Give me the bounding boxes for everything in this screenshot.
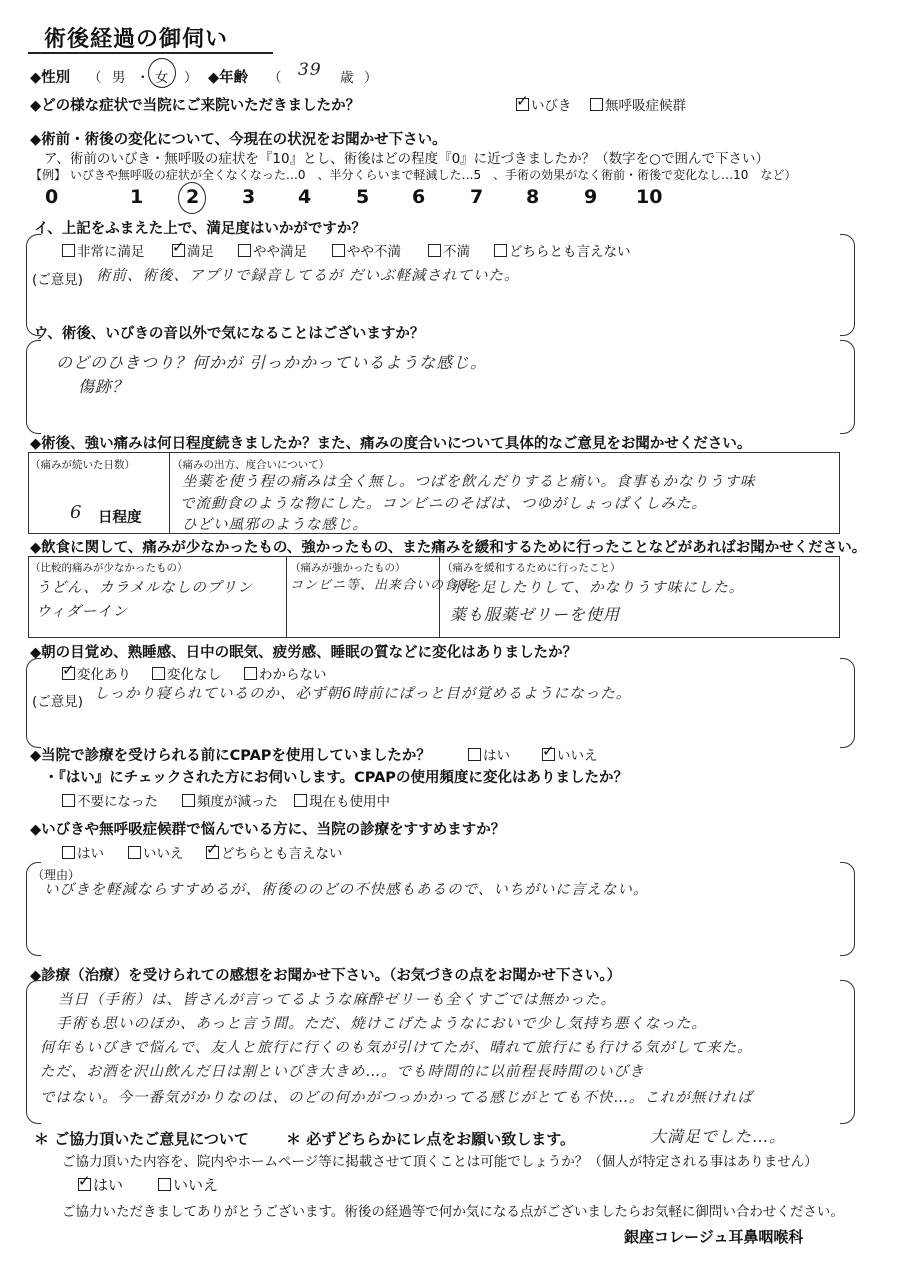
- bracket-right: [840, 658, 855, 748]
- food-strong-line1[interactable]: コンビニ等、出来合いの食事: [290, 578, 473, 593]
- recommend-reason-label: （理由）: [32, 868, 81, 882]
- checkbox-icon[interactable]: [182, 794, 195, 807]
- consent-option-yes[interactable]: ✓はい: [78, 1174, 123, 1195]
- bracket-left: [26, 340, 41, 434]
- consent-question: ご協力頂いた内容を、院内やホームページ等に掲載させて頂くことは可能でしょうか？（個人が特定される事はありません）: [62, 1154, 818, 1170]
- morning-option-unknown[interactable]: わからない: [244, 663, 327, 683]
- satisfaction-option-very[interactable]: 非常に満足: [62, 240, 145, 260]
- bracket-right: [840, 862, 855, 956]
- recommend-option-no[interactable]: いいえ: [128, 842, 184, 862]
- food-question: ◆飲食に関して、痛みが少なかったもの、強かったもの、また痛みを緩和するために行ったことなどがあればお聞かせください。: [30, 540, 867, 556]
- clinic-name: 銀座コレージュ耳鼻咽喉科: [624, 1228, 804, 1246]
- change-example: 【例】 いびきや無呼吸の症状が全くなくなった…0 、半分くらいまで軽減した…5 、手術の効果がなく術前・術後で変化なし…10 など）: [30, 168, 797, 182]
- checkbox-icon[interactable]: [128, 846, 141, 859]
- scale-2[interactable]: 2: [186, 186, 200, 208]
- recommend-reason[interactable]: いびきを軽減ならすすめるが、術後ののどの不快感もあるので、いちがいに言えない。: [44, 882, 649, 898]
- checkbox-checked-icon[interactable]: [206, 846, 219, 859]
- checkbox-icon[interactable]: [468, 748, 481, 761]
- consent-heading1: ＊ ご協力頂いたご意見について: [34, 1130, 249, 1148]
- cpap-option-yes[interactable]: はい: [468, 744, 510, 764]
- morning-question: ◆朝の目覚め、熟睡感、日中の眠気、疲労感、睡眠の質などに変化はありましたか？: [30, 645, 578, 661]
- thanks-text: ご協力いただきましてありがとうございます。術後の経過等で何か気になる点がございましたらお気軽に御問い合わせください。: [62, 1204, 844, 1220]
- checkbox-icon[interactable]: [62, 794, 75, 807]
- satisfaction-option-neither[interactable]: どちらとも言えない: [494, 240, 631, 260]
- food-relief-label: （痛みを緩和するために行ったこと）: [442, 562, 621, 574]
- cpap-followup: ・『はい』にチェックされた方にお伺いします。CPAPの使用頻度に変化はありましたか？: [44, 770, 628, 786]
- checkbox-checked-icon[interactable]: [78, 1178, 91, 1191]
- symptom-question: ◆どの様な症状で当院にご来院いただきましたか？: [30, 98, 361, 114]
- scale-5[interactable]: 5: [356, 186, 370, 208]
- pain-detail-line3[interactable]: ひどい風邪のような感じ。: [182, 517, 368, 533]
- checkbox-checked-icon[interactable]: [542, 748, 555, 761]
- checkbox-icon[interactable]: [494, 244, 507, 257]
- cpap-followup-option-reduced[interactable]: 頻度が減った: [182, 790, 278, 810]
- food-less-label: （比較的痛みが少なかったもの）: [30, 562, 188, 574]
- checkbox-icon[interactable]: [62, 846, 75, 859]
- morning-option-changed[interactable]: ✓変化あり: [62, 663, 131, 683]
- other-concern-question: ウ、術後、いびきの音以外で気になることはございますか？: [34, 326, 425, 342]
- scale-3[interactable]: 3: [242, 186, 256, 208]
- checkbox-icon[interactable]: [62, 244, 75, 257]
- cpap-question: ◆当院で診療を受けられる前にCPAPを使用していましたか？: [30, 748, 431, 764]
- food-strong-label: （痛みが強かったもの）: [290, 562, 406, 574]
- impression-question: ◆診療（治療）を受けられての感想をお聞かせ下さい。（お気づきの点をお聞かせ下さい。）: [30, 968, 622, 984]
- cpap-option-no[interactable]: ✓ いいえ: [542, 744, 598, 764]
- checkbox-icon[interactable]: [152, 667, 165, 680]
- checkbox-icon[interactable]: [294, 794, 307, 807]
- consent-option-no[interactable]: いいえ: [158, 1174, 218, 1195]
- change-sub-a: ア、術前のいびき・無呼吸の症状を『10』とし、術後はどの程度『0』に近づきましたか？（数字を○で囲んで下さい）: [44, 151, 769, 167]
- satisfaction-opinion-label: (ご意見): [32, 272, 84, 288]
- other-concern-line2[interactable]: 傷跡？: [78, 377, 130, 396]
- pain-question: ◆術後、強い痛みは何日程度続きましたか？また、痛みの度合いについて具体的なご意見をお聞かせください。: [30, 436, 752, 452]
- recommend-option-neither[interactable]: ✓ どちらとも言えない: [206, 842, 343, 862]
- gender-male[interactable]: 男: [112, 70, 126, 86]
- age-unit: 歳: [340, 70, 354, 86]
- morning-opinion-label: (ご意見): [32, 694, 84, 710]
- age-open: （: [268, 70, 282, 86]
- morning-option-no-change[interactable]: 変化なし: [152, 663, 221, 683]
- impression-line1[interactable]: 当日（手術）は、皆さんが言ってるような麻酔ゼリーも全くすごでは無かった。: [58, 992, 616, 1008]
- pain-days-unit: 日程度: [98, 510, 142, 526]
- consent-heading2: ＊ 必ずどちらかにレ点をお願い致します。: [286, 1130, 576, 1148]
- impression-line3[interactable]: 何年もいびきで悩んで、友人と旅行に行くのも気が引けてたが、晴れて旅行にも行ける気がして来た。: [40, 1040, 753, 1056]
- recommend-option-yes[interactable]: はい: [62, 842, 104, 862]
- age-close: ）: [364, 70, 378, 86]
- age-label: ◆年齢: [208, 70, 249, 86]
- impression-line4[interactable]: ただ、お酒を沢山飲んだ日は割といびき大きめ…。でも時間的に以前程長時間のいびき: [40, 1064, 645, 1080]
- pain-detail-line2[interactable]: で流動食のような物にした。コンビニのそばは、つゆがしょっぱくしみた。: [180, 496, 707, 512]
- scale-9[interactable]: 9: [584, 186, 598, 208]
- scale-0[interactable]: 0: [45, 186, 59, 208]
- impression-line2[interactable]: 手術も思いのほか、あっと言う間。ただ、焼けこげたようなにおいで少し気持ち悪くなった。: [56, 1016, 707, 1032]
- impression-line6[interactable]: 大満足でした…。: [650, 1127, 787, 1146]
- bracket-right: [840, 980, 855, 1124]
- page-title: 術後経過の御伺い: [44, 27, 229, 52]
- scale-6[interactable]: 6: [412, 186, 426, 208]
- symptom-option-snoring[interactable]: ✓ いびき: [516, 94, 572, 114]
- checkbox-checked-icon[interactable]: [62, 667, 75, 680]
- symptom-option-apnea[interactable]: 無呼吸症候群: [590, 94, 686, 114]
- scale-10[interactable]: 10: [636, 186, 663, 208]
- gender-female[interactable]: 女: [155, 70, 169, 86]
- bracket-left: [26, 980, 41, 1124]
- gender-open: （: [88, 70, 102, 86]
- checkbox-icon[interactable]: [158, 1178, 171, 1191]
- gender-close: ）: [184, 70, 198, 86]
- satisfaction-option-satisfied[interactable]: ✓ 満足: [172, 240, 214, 260]
- checkbox-icon[interactable]: [332, 244, 345, 257]
- cpap-followup-option-unneeded[interactable]: 不要になった: [62, 790, 158, 810]
- satisfaction-option-somewhat[interactable]: やや満足: [238, 240, 307, 260]
- satisfaction-opinion[interactable]: 術前、術後、アプリで録音してるが だいぶ軽減されていた。: [96, 268, 520, 284]
- other-concern-line1[interactable]: のどのひきつり？何かが 引っかかっているような感じ。: [56, 353, 488, 372]
- food-less-line2[interactable]: ウィダーイン: [36, 604, 129, 620]
- pain-days-value[interactable]: 6: [70, 502, 83, 523]
- morning-opinion[interactable]: しっかり寝られているのか、必ず朝6時前にぱっと目が覚めるようになった。: [94, 686, 632, 702]
- scale-7[interactable]: 7: [470, 186, 484, 208]
- satisfaction-question: イ、上記をふまえた上で、満足度はいかがですか？: [34, 221, 366, 237]
- gender-label: ◆性別: [30, 70, 71, 86]
- checkbox-checked-icon[interactable]: [172, 244, 185, 257]
- food-relief-line1[interactable]: 水を足したりして、かなりうす味にした。: [450, 580, 745, 596]
- satisfaction-option-slightly-unhappy[interactable]: やや不満: [332, 240, 401, 260]
- gender-selected-circle: [148, 58, 176, 88]
- pain-detail-line1[interactable]: 坐薬を使う程の痛みは全く無し。つばを飲んだりすると痛い。食事もかなりうす味: [182, 474, 756, 490]
- pain-detail-label: （痛みの出方、度合いについて）: [172, 459, 330, 471]
- bracket-right: [840, 234, 855, 336]
- cpap-followup-option-still-using[interactable]: 現在も使用中: [294, 790, 390, 810]
- checkbox-icon[interactable]: [238, 244, 251, 257]
- gender-dot: ・: [136, 70, 150, 86]
- scale-1[interactable]: 1: [130, 186, 144, 208]
- pain-days-label: （痛みが続いた日数）: [30, 459, 135, 471]
- checkbox-icon[interactable]: [244, 667, 257, 680]
- recommend-question: ◆いびきや無呼吸症候群で悩んでいる方に、当院の診療をすすめますか？: [30, 822, 506, 838]
- age-value[interactable]: 39: [298, 60, 322, 80]
- checkbox-icon[interactable]: [428, 244, 441, 257]
- impression-line5[interactable]: ではない。今一番気がかりなのは、のどの何かがつっかかってる感じがとても不快…。これが無ければ: [40, 1090, 753, 1106]
- title-underline: [28, 52, 273, 54]
- scale-8[interactable]: 8: [526, 186, 540, 208]
- bracket-right: [840, 340, 855, 434]
- satisfaction-option-unhappy[interactable]: 不満: [428, 240, 470, 260]
- food-less-line1[interactable]: うどん、カラメルなしのプリン: [36, 580, 253, 596]
- change-question: ◆術前・術後の変化について、今現在の状況をお聞かせ下さい。: [30, 132, 447, 148]
- food-relief-line2[interactable]: 薬も服薬ゼリーを使用: [450, 605, 621, 624]
- scale-4[interactable]: 4: [298, 186, 312, 208]
- checkbox-icon[interactable]: [590, 98, 603, 111]
- scale-selected-circle: [178, 182, 206, 214]
- checkbox-checked-icon[interactable]: [516, 98, 529, 111]
